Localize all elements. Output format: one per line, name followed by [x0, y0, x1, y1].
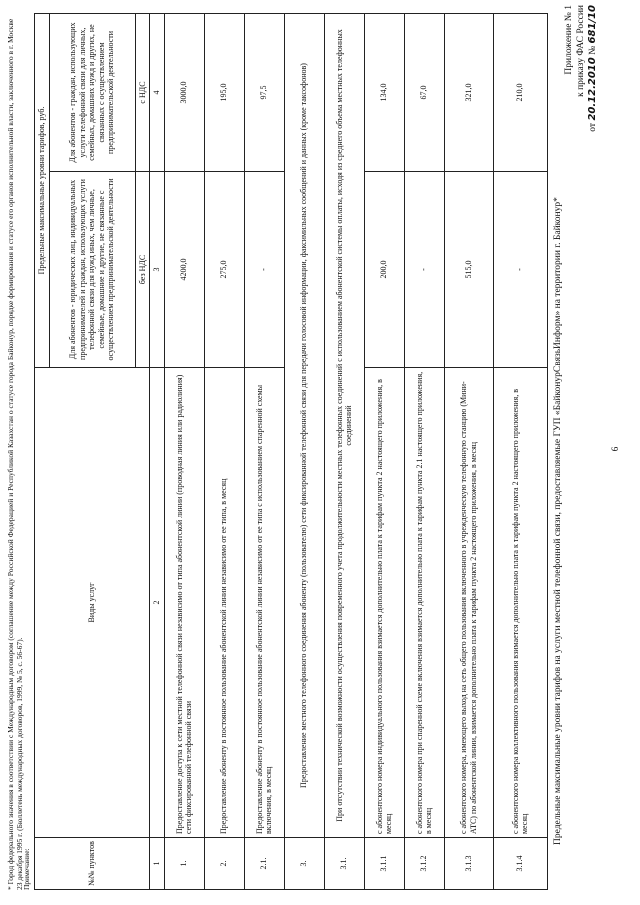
table-row: [364, 14, 404, 890]
row-legal-value: 515,0: [444, 172, 493, 368]
row-section-text: При отсутствии технической возможности осуществления повременного учета продолжительности местных телефонных соединений с использованием абонентской системы оплаты, исходя из среднего объема местных телефонных соединений: [324, 14, 364, 838]
row-service: Предоставление абоненту в постоянное пользование абонентской линии независимо от ее типа, в месяц: [204, 368, 244, 838]
row-legal-value: 200,0: [364, 172, 404, 368]
header-legal: Для абонентов - юридических лиц, индивидуальных предпринимателей и граждан, использующих услуги телефонной связи для нужд иных, чем личные, семейные, домашние и другие, не связанные с осуществлением предпринимательской деятельности: [49, 172, 135, 368]
header-citizens-vat: с НДС: [135, 14, 150, 172]
header-num: №№ пунктов: [35, 838, 150, 890]
row-citizens-value: 210,0: [493, 14, 547, 172]
appendix-number-handwritten: 681/10: [587, 5, 598, 44]
row-number: 3.: [284, 838, 324, 890]
header-services: Виды услуг: [35, 368, 150, 838]
header-index-3: 3: [150, 172, 165, 368]
header-legal-vat: без НДС: [135, 172, 150, 368]
row-legal-value: -: [493, 172, 547, 368]
page-number: 6: [610, 446, 620, 452]
row-legal-value: -: [404, 172, 444, 368]
tariff-table: [34, 13, 548, 890]
row-legal-value: 4200,0: [164, 172, 204, 368]
appendix-line-3: [587, 5, 600, 205]
row-number: 3.1.1: [364, 838, 404, 890]
header-citizens: Для абонентов - граждан, использующих услуги телефонной связи для личных, семейных, домашних нужд и других, не связанных с осуществлением предпринимательской деятельности: [49, 14, 135, 172]
row-citizens-value: 195,0: [204, 14, 244, 172]
table-row: [204, 14, 244, 890]
table-row: [493, 14, 547, 890]
row-service: с абонентского номера, имеющего выход на сеть общего пользования включенного в учрежденческую телефонную станцию (Мини-АТС) по абонентской линии, взимается дополнительно плата к тарифам пункта 2 настоящего приложения, в месяц: [444, 368, 493, 838]
footnote: * Город федерального значения в соответствии с Международным договором (соглашение между Российской Федерацией и Республикой Казахстан о статусе города Байконур, порядке формирования и статусе его органов исполнительной власти, заключенного в г. Москве 23 декабря 1995 г. (Бюллетень международных договоров, 1999, № 5, с. 56-67).: [6, 18, 24, 890]
row-citizens-value: 134,0: [364, 14, 404, 172]
row-citizens-value: 321,0: [444, 14, 493, 172]
table-row: [244, 14, 284, 890]
appendix-block: [564, 5, 600, 205]
row-service: Предоставление абоненту в постоянное пользование абонентской линии независимо от ее типа с использованием спаренной схемы включения, в месяц: [244, 368, 284, 838]
row-legal-value: 275,0: [204, 172, 244, 368]
row-number: 3.1.: [324, 838, 364, 890]
document-title: Предельные максимальные уровни тарифов на услуги местной телефонной связи, предоставляемые ГУП «БайконурСвязьИнформ» на территории г. Байконур*: [553, 197, 563, 845]
appendix-date-handwritten: 20.12.2010: [587, 57, 598, 121]
appendix-line-2: к приказу ФАС России: [575, 5, 586, 97]
row-number: 1.: [164, 838, 204, 890]
row-number: 3.1.2: [404, 838, 444, 890]
row-legal-value: -: [244, 172, 284, 368]
header-levels: Предельные максимальные уровни тарифов, руб.: [35, 14, 50, 368]
row-citizens-value: 3000,0: [164, 14, 204, 172]
appendix-line-1: Приложение № 1: [564, 5, 574, 75]
table-row: [444, 14, 493, 890]
appendix-number-label: №: [588, 45, 598, 55]
appendix-date-prefix: от: [588, 122, 598, 132]
table-row: [324, 14, 364, 890]
row-service: с абонентского номера индивидуального пользования взимается дополнительно плата к тарифам пункта 2 настоящего приложения, в месяц: [364, 368, 404, 838]
row-citizens-value: 67,0: [404, 14, 444, 172]
table-row: [284, 14, 324, 890]
row-service: Предоставление доступа к сети местной телефонной связи независимо от типа абонентской линии (проводная линия или радиолиния) сети фиксированной телефонной связи: [164, 368, 204, 838]
row-citizens-value: 97,5: [244, 14, 284, 172]
header-index-1: 1: [150, 838, 165, 890]
header-index-4: 4: [150, 14, 165, 172]
note-label: Примечание:: [22, 848, 31, 890]
row-section-text: Предоставление местного телефонного соединения абоненту (пользователю) сети фиксированной телефонной связи для передачи голосовой информации, факсимильных сообщений и данных (кроме таксофонов): [284, 14, 324, 838]
row-number: 3.1.3: [444, 838, 493, 890]
row-number: 2.1.: [244, 838, 284, 890]
row-service: с абонентского номера коллективного пользования взимается дополнительно плата к тарифам пункта 2 настоящего приложения, в месяц: [493, 368, 547, 838]
header-index-2: 2: [150, 368, 165, 838]
table-row: [404, 14, 444, 890]
row-service: с абонентского номера при спаренной схеме включения взимается дополнительно плата к тарифам пункта 2.1 настоящего приложения, в месяц: [404, 368, 444, 838]
row-number: 3.1.4: [493, 838, 547, 890]
row-number: 2.: [204, 838, 244, 890]
table-row: [164, 14, 204, 890]
